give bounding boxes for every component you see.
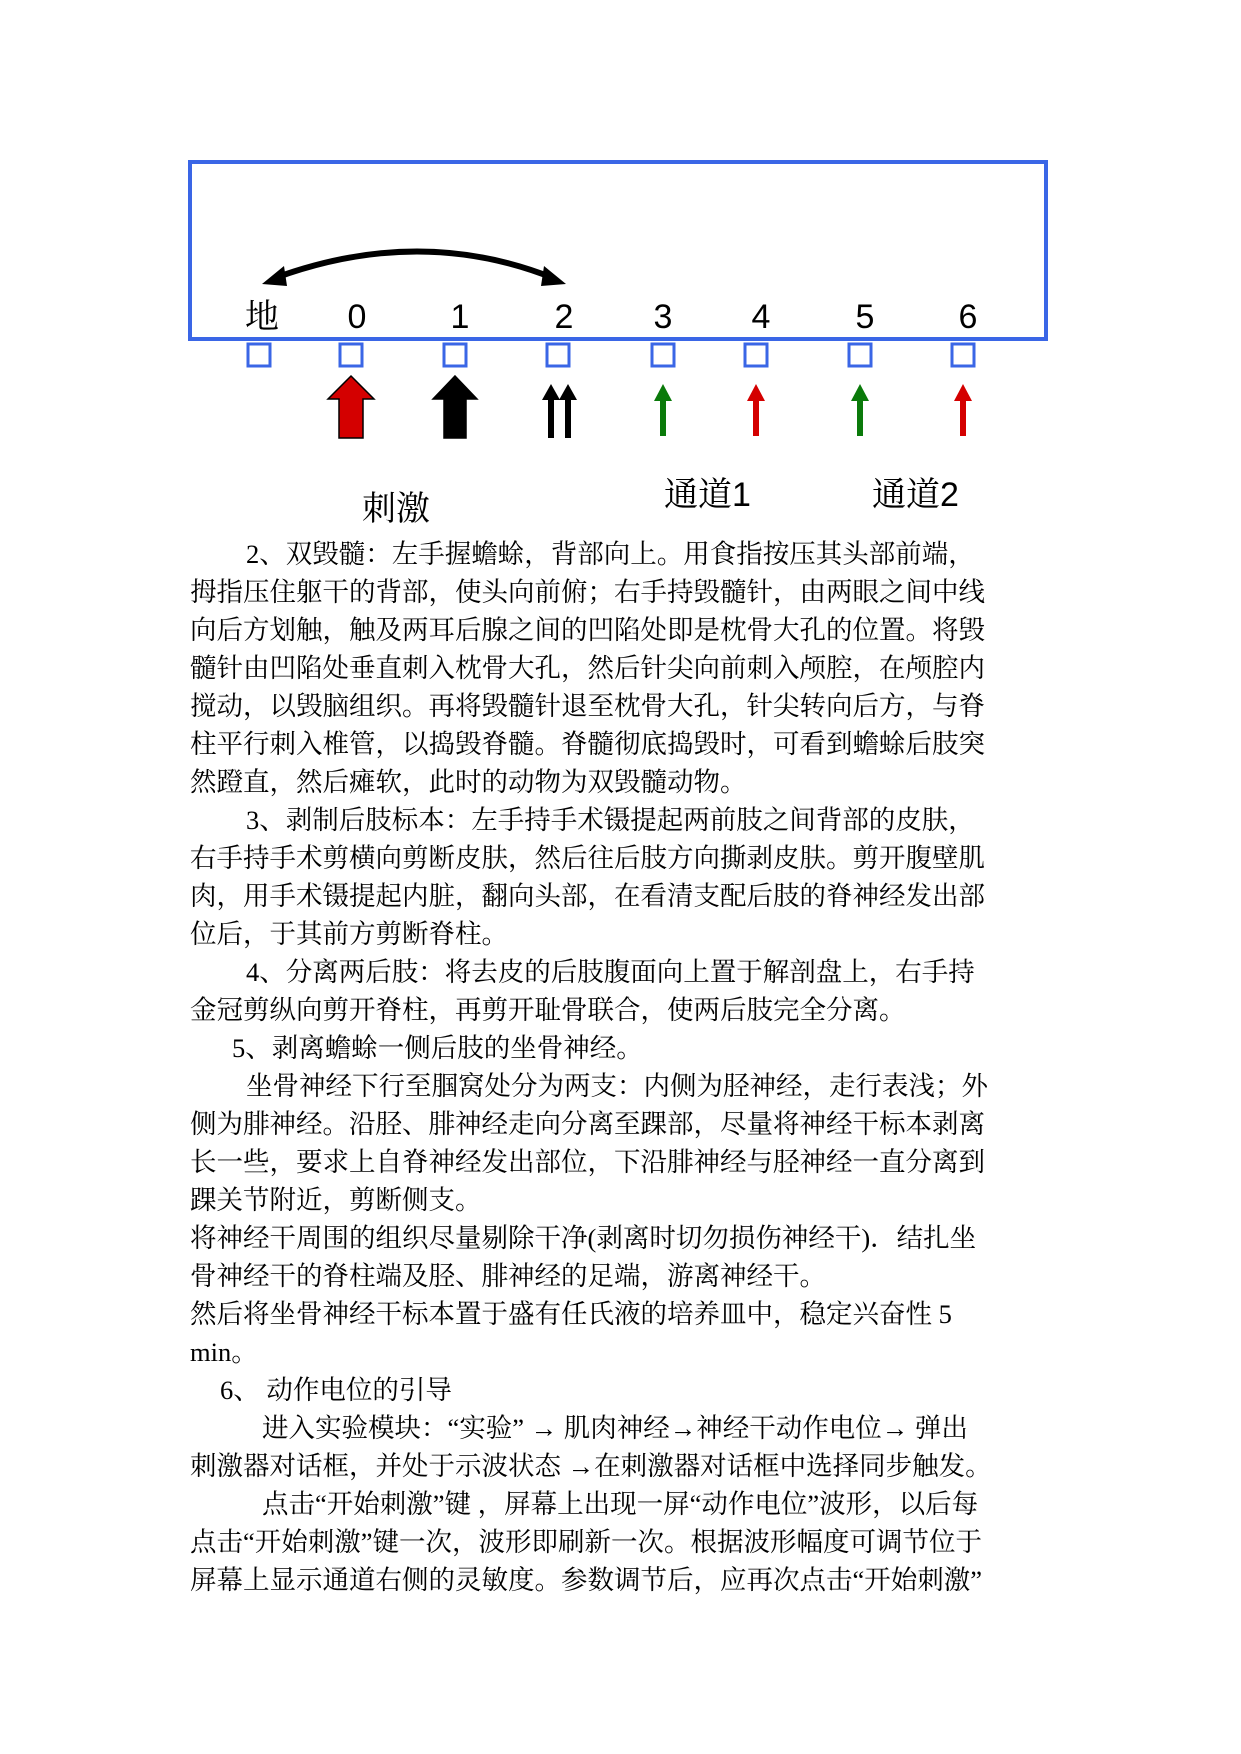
text-line: 屏幕上显示通道右侧的灵敏度。参数调节后，应再次点击“开始刺激” [190, 1565, 983, 1595]
terminal-label-4: 4 [751, 298, 771, 336]
text-line: 6、 动作电位的引导 [220, 1375, 452, 1405]
procedure-text [190, 535, 1060, 1599]
text-line: 金冠剪纵向剪开脊柱，再剪开耻骨联合，使两后肢完全分离。 [190, 995, 906, 1025]
text-line: 长一些，要求上自脊神经发出部位，下沿腓神经与胫神经一直分离到 [190, 1147, 985, 1177]
terminal-square-0 [340, 344, 362, 366]
text-line: 位后，于其前方剪断脊柱。 [190, 919, 508, 949]
text-line: 点击“开始刺激”键一次，波形即刷新一次。根据波形幅度可调节位于 [190, 1527, 983, 1557]
stimulus-black-arrow [433, 376, 477, 438]
terminal-square-2 [547, 344, 569, 366]
terminal-square-3 [652, 344, 674, 366]
stimulus-red-arrow [328, 376, 374, 438]
terminal-square-1 [444, 344, 466, 366]
text-line: 拇指压住躯干的背部，使头向前俯；右手持毁髓针，由两眼之间中线 [190, 577, 985, 607]
terminal-square-5 [849, 344, 871, 366]
text-line: 肉，用手术镊提起内脏，翻向头部，在看清支配后肢的脊神经发出部 [190, 881, 985, 911]
channel2-green-arrow [851, 384, 869, 436]
chamber-frame [190, 162, 1046, 339]
channel2-label: 通道2 [872, 476, 959, 514]
text-line: 将神经干周围的组织尽量剔除干净(剥离时切勿损伤神经干)．结扎坐 [190, 1223, 977, 1253]
text-line: 右手持手术剪横向剪断皮肤，然后往后肢方向撕剥皮肤。剪开腹壁肌 [190, 843, 985, 873]
diagram-graphics [0, 0, 1241, 540]
terminal-label-2: 2 [554, 298, 574, 336]
ground-double-arrow-right [559, 384, 577, 438]
text-line: 向后方划触，触及两耳后腺之间的凹陷处即是枕骨大孔的位置。将毁 [190, 615, 985, 645]
text-line: 髓针由凹陷处垂直刺入枕骨大孔，然后针尖向前刺入颅腔，在颅腔内 [190, 653, 985, 683]
curved-arrow-left-head [262, 266, 287, 286]
text-line: 3、剥制后肢标本：左手持手术镊提起两前肢之间背部的皮肤， [246, 805, 975, 835]
text-line: 坐骨神经下行至腘窝处分为两支：内侧为胫神经，走行表浅；外 [246, 1071, 988, 1101]
terminal-label-3: 3 [653, 298, 673, 336]
terminal-square-6 [952, 344, 974, 366]
text-line: 侧为腓神经。沿胫、腓神经走向分离至踝部，尽量将神经干标本剥离 [190, 1109, 985, 1139]
text-line: 2、双毁髓：左手握蟾蜍，背部向上。用食指按压其头部前端， [246, 539, 975, 569]
terminal-label-5: 5 [855, 298, 875, 336]
terminal-label-0: 0 [347, 298, 367, 336]
channel1-green-arrow [654, 384, 672, 436]
text-line: min。 [190, 1337, 258, 1367]
text-line: 踝关节附近，剪断侧支。 [190, 1185, 482, 1215]
text-line: 然蹬直，然后瘫软，此时的动物为双毁髓动物。 [190, 767, 747, 797]
terminal-label-6: 6 [958, 298, 978, 336]
text-line: 点击“开始刺激”键 ，屏幕上出现一屏“动作电位”波形，以后每 [262, 1489, 979, 1519]
text-line: 骨神经干的脊柱端及胫、腓神经的足端，游离神经干。 [190, 1261, 826, 1291]
channel1-label: 通道1 [664, 476, 751, 514]
text-line: 进入实验模块：“实验” → 肌肉神经→神经干动作电位→ 弹出 [262, 1413, 968, 1443]
curved-double-arrow [275, 252, 553, 279]
terminal-label-1: 1 [450, 298, 470, 336]
stimulus-label: 刺激 [362, 490, 430, 528]
curved-arrow-right-head [541, 266, 566, 286]
nerve-chamber-diagram [0, 0, 1241, 540]
terminal-square-ground [248, 344, 270, 366]
terminal-square-4 [745, 344, 767, 366]
text-line: 5、剥离蟾蜍一侧后肢的坐骨神经。 [232, 1033, 643, 1063]
text-line: 刺激器对话框，并处于示波状态 →在刺激器对话框中选择同步触发。 [190, 1451, 992, 1481]
ground-double-arrow-left [542, 384, 560, 438]
text-line: 搅动，以毁脑组织。再将毁髓针退至枕骨大孔，针尖转向后方，与脊 [190, 691, 985, 721]
channel2-red-arrow [954, 384, 972, 436]
channel1-red-arrow [747, 384, 765, 436]
text-line: 然后将坐骨神经干标本置于盛有任氏液的培养皿中，稳定兴奋性 5 [190, 1299, 952, 1329]
text-line: 柱平行刺入椎管，以捣毁脊髓。脊髓彻底捣毁时，可看到蟾蜍后肢突 [190, 729, 985, 759]
terminal-label-ground: 地 [245, 298, 279, 336]
text-line: 4、分离两后肢：将去皮的后肢腹面向上置于解剖盘上，右手持 [246, 957, 975, 987]
